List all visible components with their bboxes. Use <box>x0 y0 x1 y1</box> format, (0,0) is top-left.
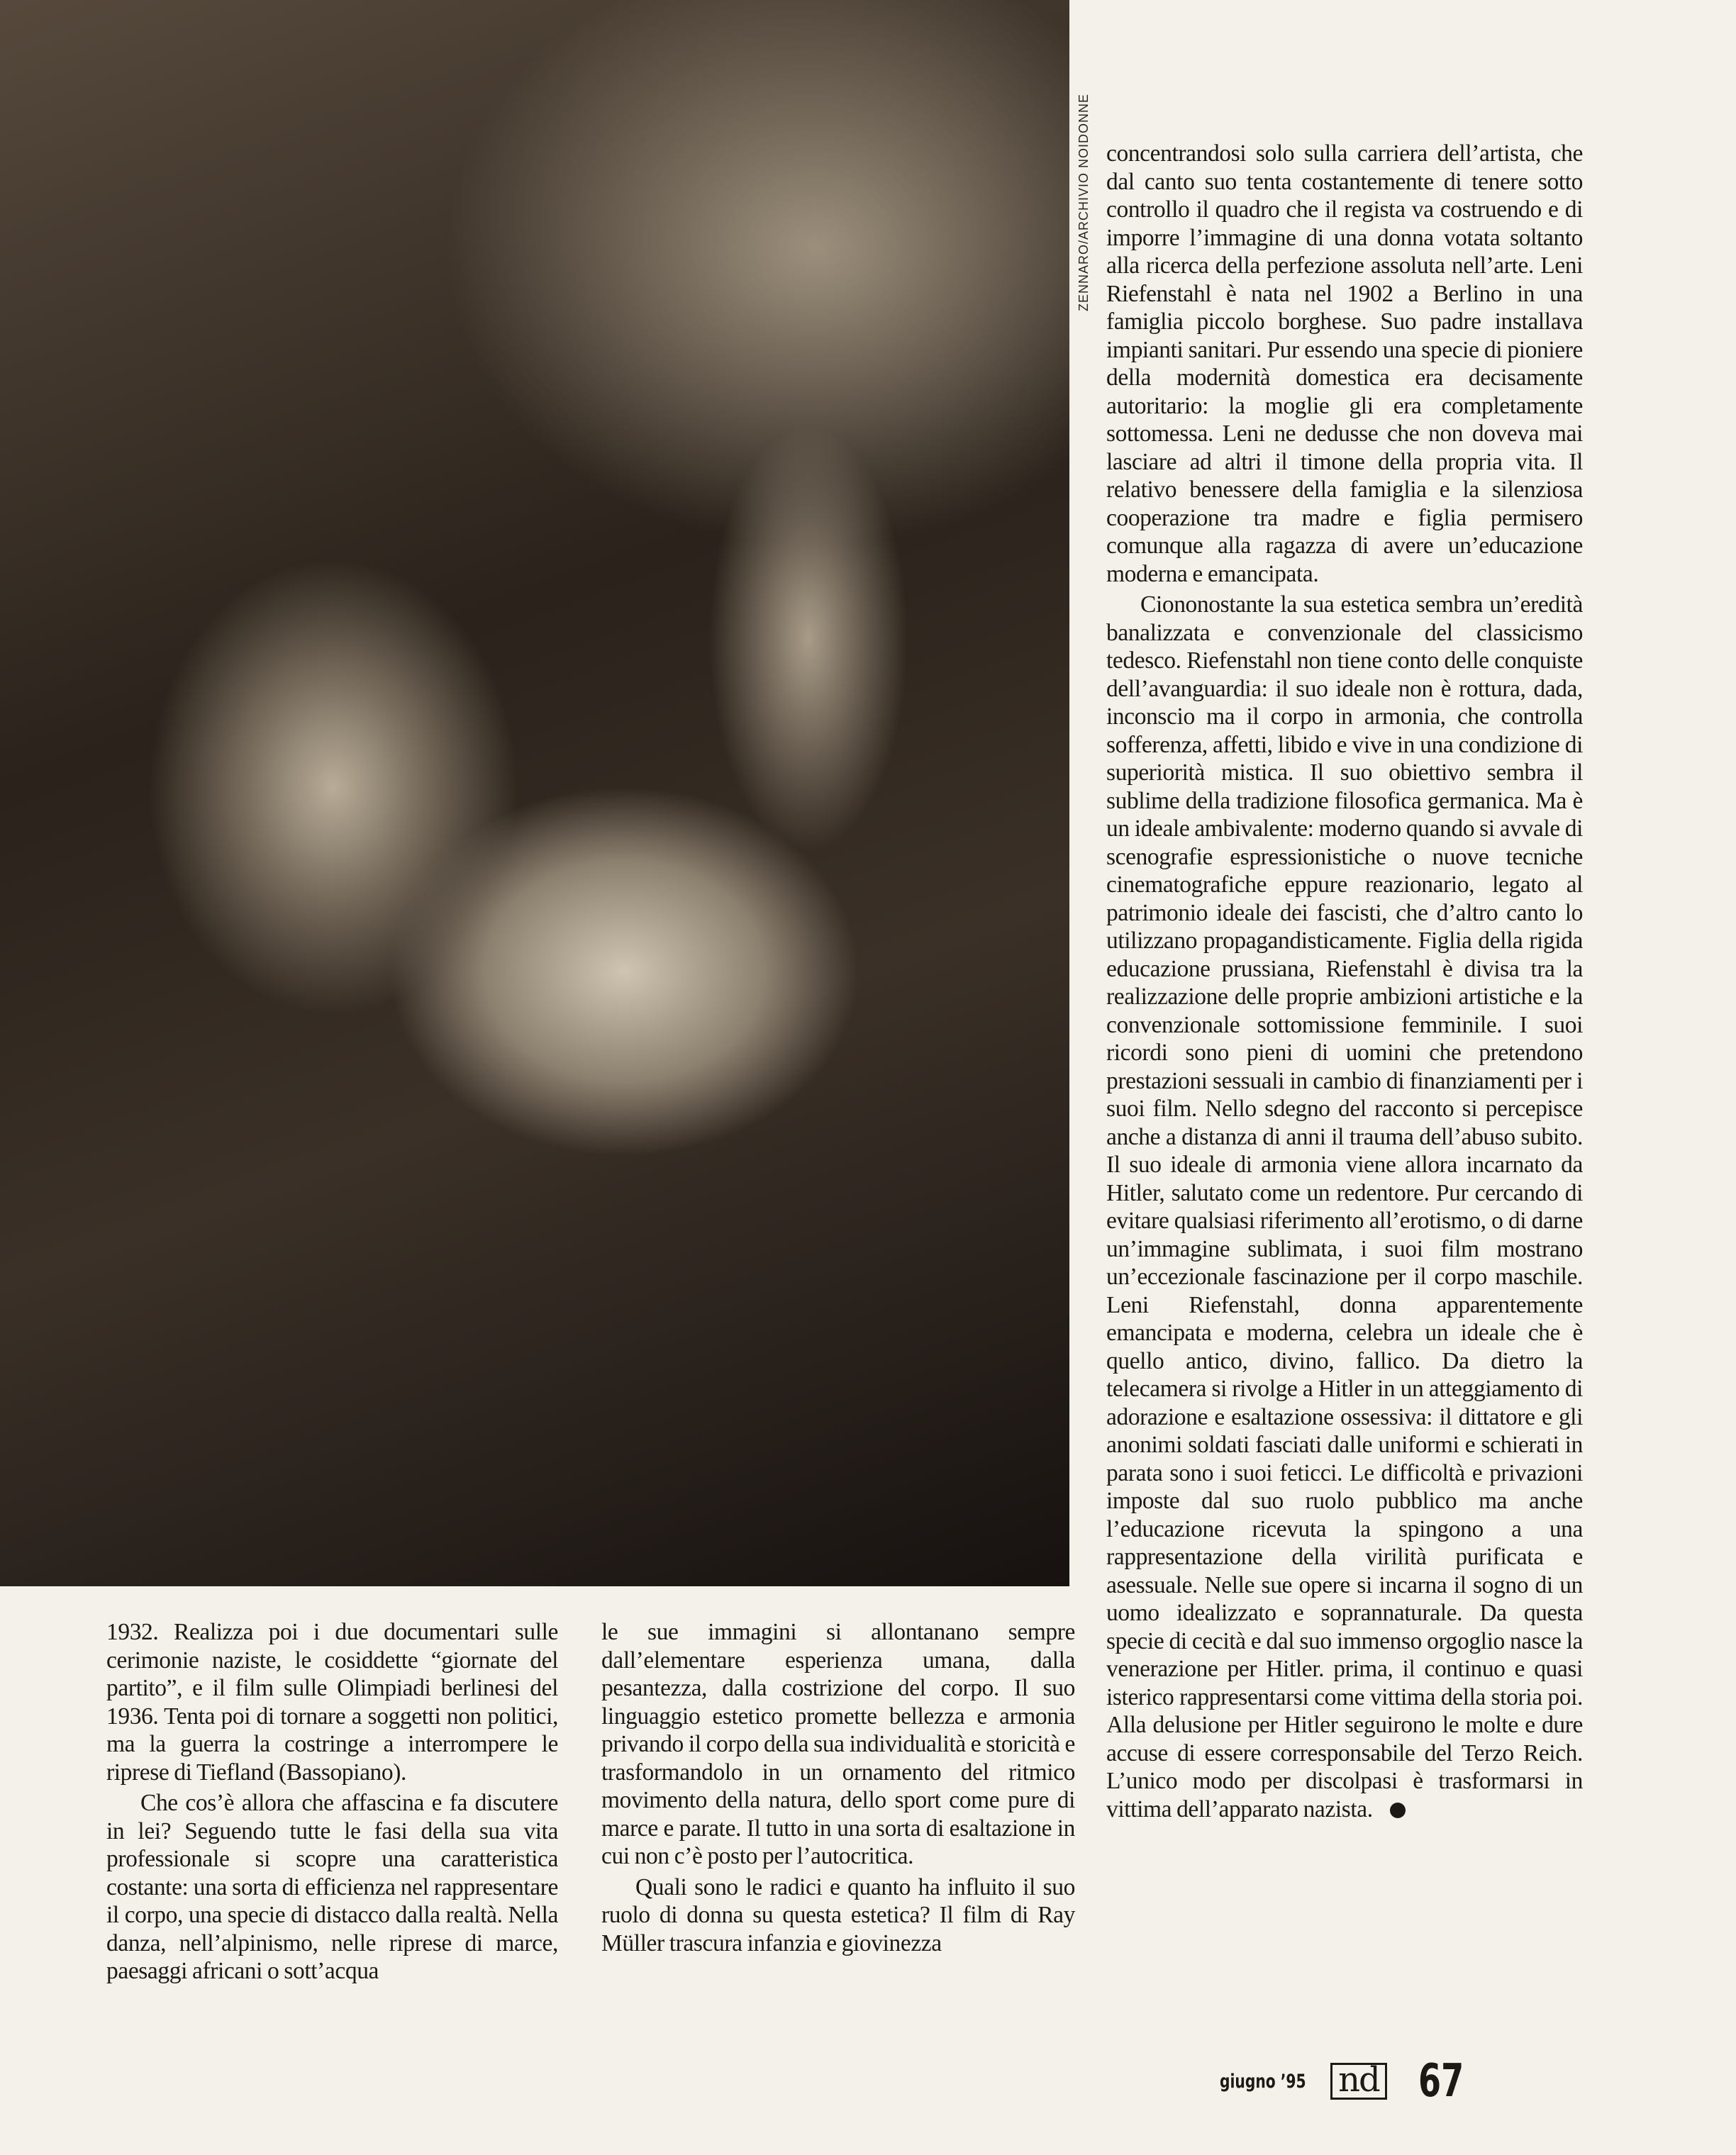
text-column-right <box>1106 140 1583 1823</box>
issue-date: giugno ’95 <box>1220 2070 1306 2093</box>
photo-credit: ZENNARO/ARCHIVIO NOIDONNE <box>1076 93 1091 311</box>
paragraph-text: Ciononostante la sua estetica sembra un’eredità banalizzata e convenzionale del classicismo tedesco. Riefenstahl non tiene conto delle conquiste dell’avanguardia: il suo ideale non è rottura, dada, inconscio ma il corpo in armonia, che controlla sofferenza, affetti, libido e vive in una condizione di superiorità mistica. Il suo obiettivo sembra il sublime della tradizione filosofica germanica. Ma è un ideale ambivalente: moderno quando si avvale di scenografie espressionistiche o nuove tecniche cinematografiche eppure reazionario, legato al patrimonio ideale dei fascisti, che d’altro canto lo utilizzano propagandisticamente. Figlia della rigida educazione prussiana, Riefenstahl è divisa tra la realizzazione delle proprie ambizioni artistiche e la convenzionale sottomissione femminile. I suoi ricordi sono pieni di uomini che pretendono prestazioni sessuali in cambio di finanziamenti per i suoi film. Nello sdegno del racconto si percepisce anche a distanza di anni il trauma dell’abuso subito. Il suo ideale di armonia viene allora incarnato da Hitler, salutato come un redentore. Pur cercando di evitare qualsiasi riferimento all’erotismo, o di darne un’immagine sublimata, i suoi film mostrano un’eccezionale fascinazione per il corpo maschile. Leni Riefenstahl, donna apparentemente emancipata e moderna, celebra un ideale che è quello antico, divino, fallico. Da dietro la telecamera si rivolge a Hitler in un atteggiamento di adorazione e esaltazione ossessiva: il dittatore e gli anonimi soldati fasciati dalle uniformi e schierati in parata sono i suoi feticci. Le difficoltà e privazioni imposte dal suo ruolo pubblico ma anche l’educazione ricevuta la spingono a una rappresentazione della virilità purificata e asessuale. Nelle sue opere si incarna il sogno di un uomo idealizzato e soprannaturale. Da questa specie di cecità e dal suo immenso orgoglio nasce la venerazione per Hitler. prima, il continuo e quasi isterico rappresentarsi come vittima della storia poi. Alla delusione per Hitler seguirono le molte e dure accuse di essere corresponsabile del Terzo Reich. L’unico modo per discolpasi è trasformarsi in vittima dell’apparato nazista. <box>1106 591 1583 1822</box>
magazine-logo: nd <box>1330 2063 1387 2100</box>
paragraph: le sue immagini si allontanano sempre dall’elementare esperienza umana, dalla pesantezza, dalla costrizione del corpo. Il suo linguaggio estetico promette bellezza e armonia privando il corpo della sua individualità e storicità e trasformandolo in un ornamento del ritmico movimento della natura, dello sport come pure di marce e parate. Il tutto in una sorta di esaltazione in cui non c’è posto per l’autocritica. <box>601 1619 1075 1869</box>
page-number: 67 <box>1418 2055 1464 2107</box>
text-column-left <box>106 1618 558 1986</box>
article-photo <box>0 0 1069 1586</box>
paragraph: Quali sono le radici e quanto ha influito il suo ruolo di donna su questa estetica? Il film di Ray Müller trascura infanzia e giovinezza <box>601 1873 1075 1956</box>
paragraph: concentrandosi solo sulla carriera dell’artista, che dal canto suo tenta costantemente di tenere sotto controllo il quadro che il regista va costruendo e di imporre l’immagine di una donna votata soltanto alla ricerca della perfezione assoluta nell’arte. Leni Riefenstahl è nata nel 1902 a Berlino in una famiglia piccolo borghese. Suo padre installava impianti sanitari. Pur essendo una specie di pioniere della modernità domestica era decisamente autoritario: la moglie gli era completamente sottomessa. Leni ne dedusse che non doveva mai lasciare ad altri il timone della propria vita. Il relativo benessere della famiglia e la silenziosa cooperazione tra madre e figlia permisero comunque alla ragazza di avere un’educazione moderna e emancipata. <box>1106 140 1583 587</box>
paragraph: Che cos’è allora che affascina e fa discutere in lei? Seguendo tutte le fasi della sua vita professionale si scopre una caratteristica costante: una sorta di efficienza nel rappresentare il corpo, una specie di distacco dalla realtà. Nella danza, nell’alpinismo, nelle riprese di marce, paesaggi africani o sott’acqua <box>106 1790 558 1984</box>
text-column-middle <box>601 1618 1075 1957</box>
paragraph-last <box>1106 591 1583 1823</box>
paragraph: 1932. Realizza poi i due documentari sulle cerimonie naziste, le cosiddette “giornate del partito”, e il film sulle Olimpiadi berlinesi del 1936. Tenta poi di tornare a soggetti non politici, ma la guerra la costringe a interrompere le riprese di Tiefland (Bassopiano). <box>106 1619 558 1786</box>
page-footer <box>1220 2056 1481 2106</box>
end-of-article-bullet-icon <box>1390 1803 1406 1818</box>
